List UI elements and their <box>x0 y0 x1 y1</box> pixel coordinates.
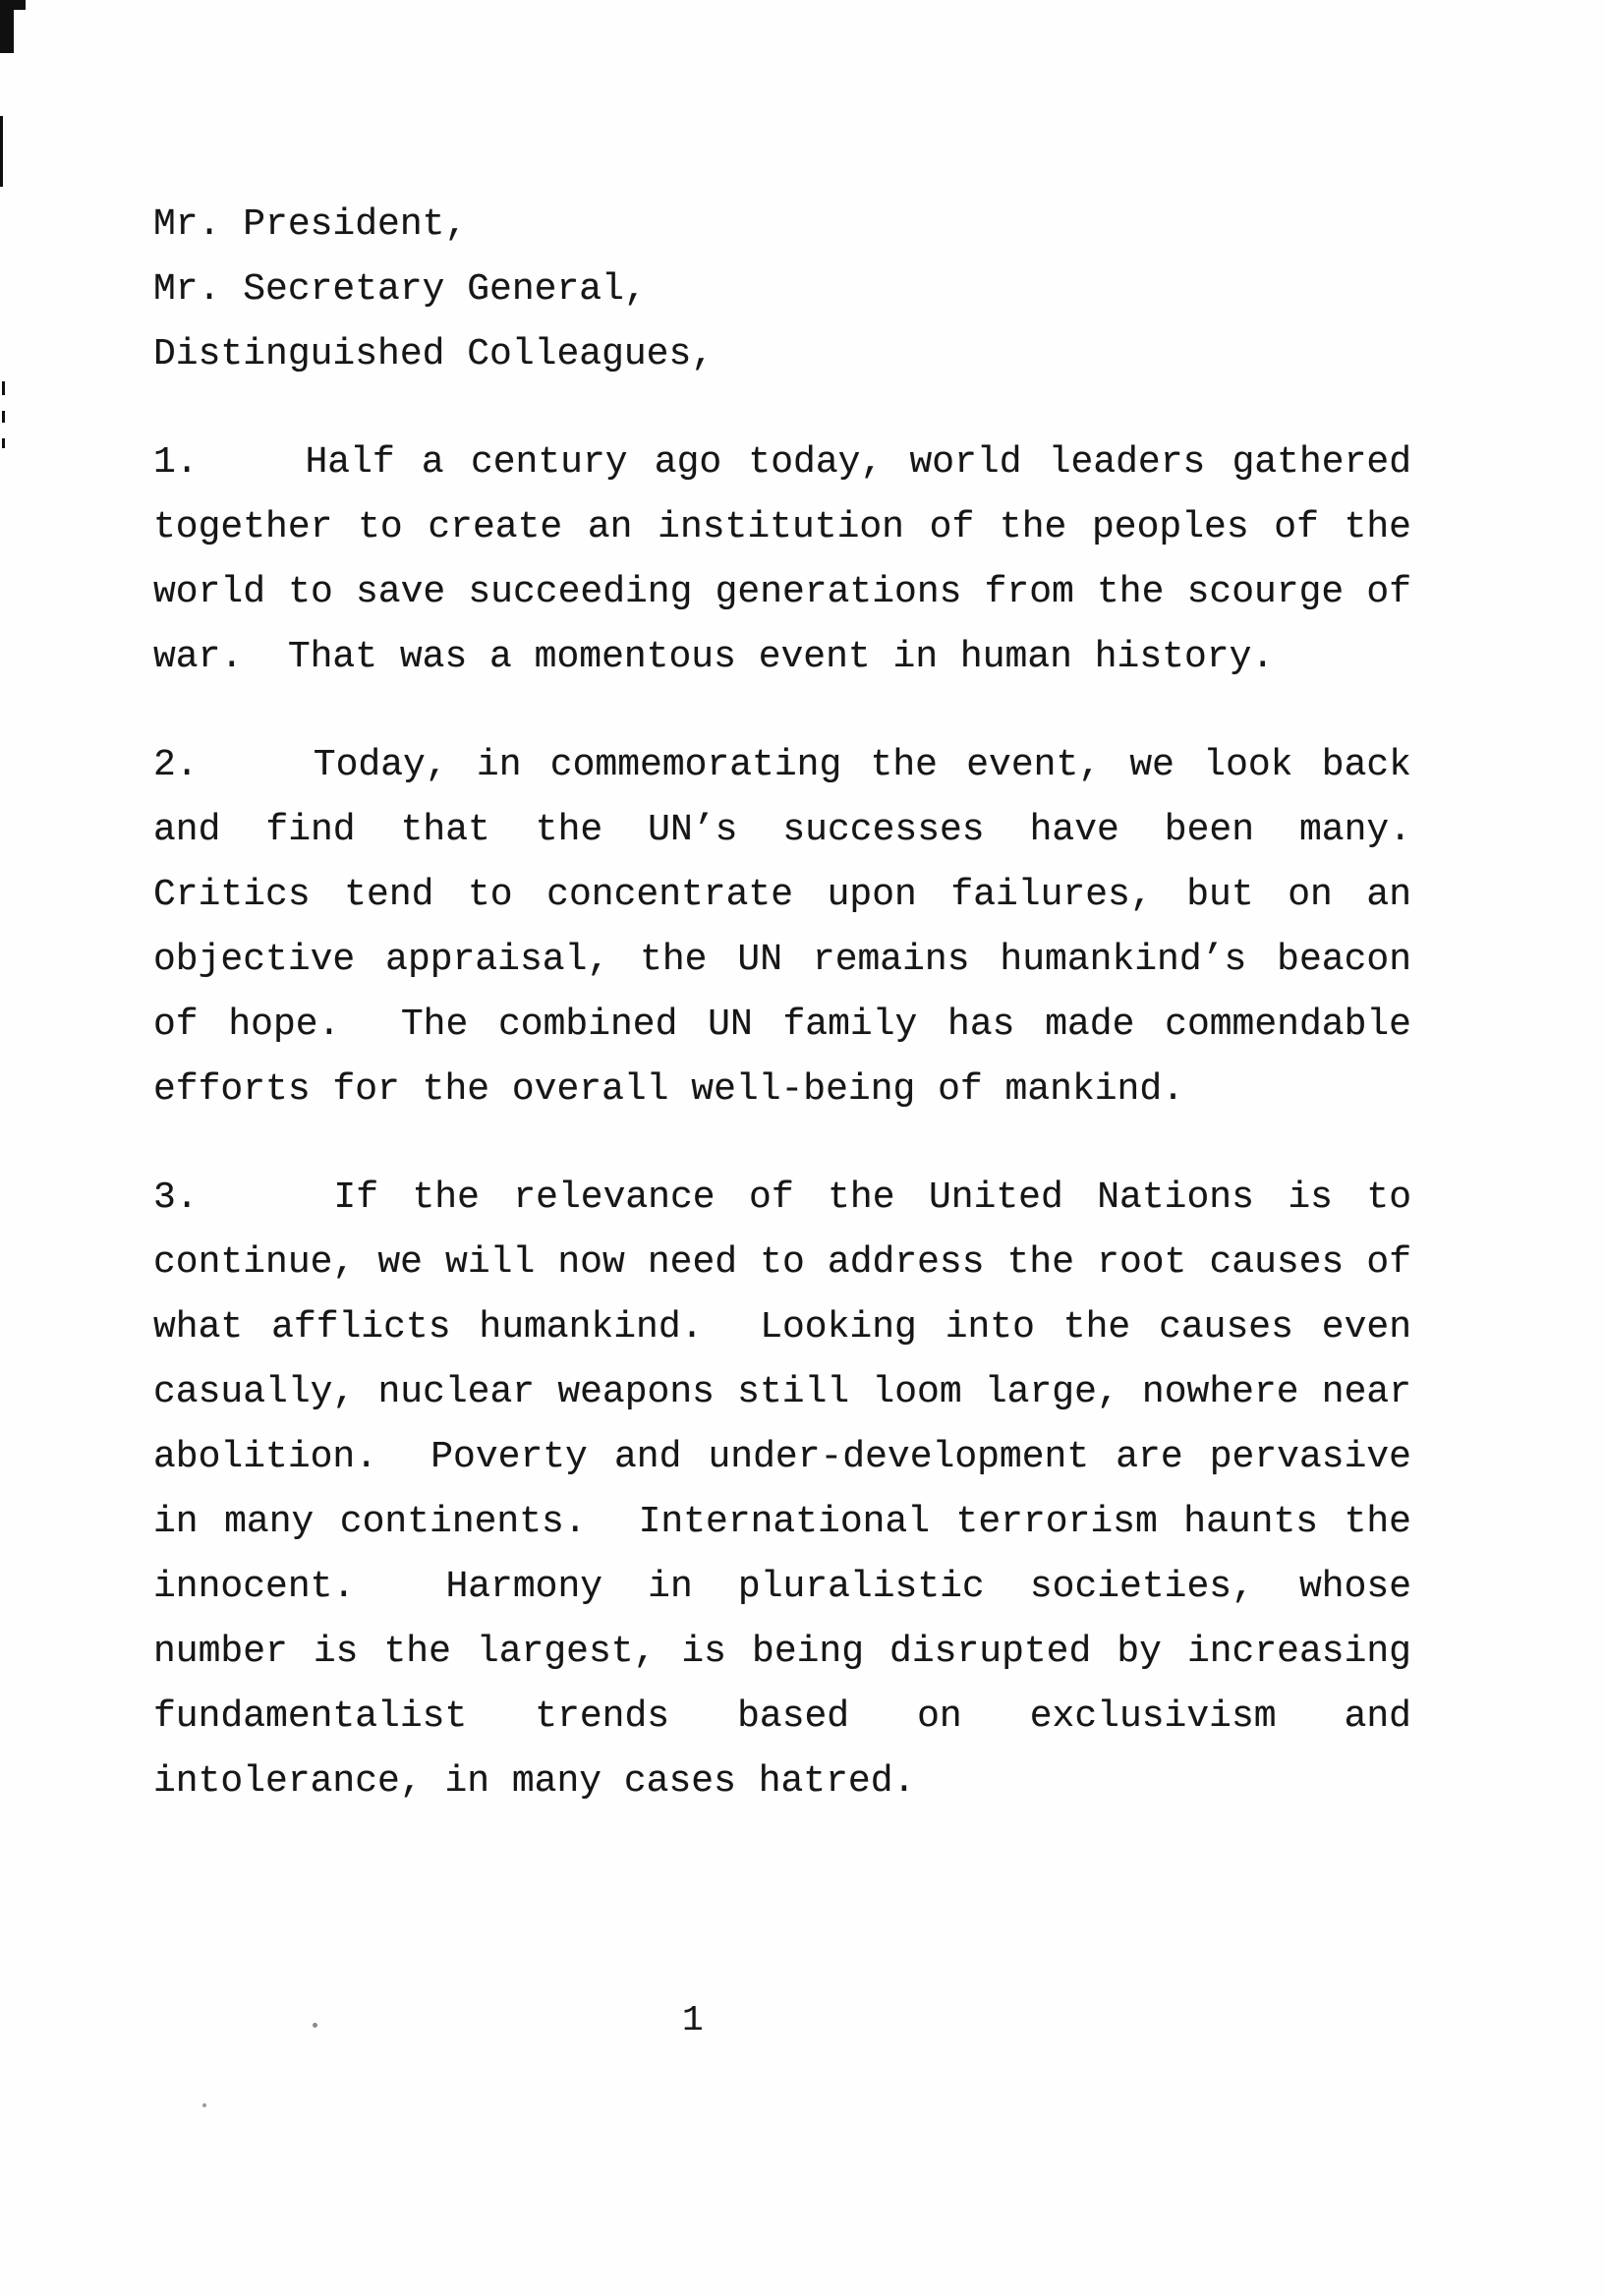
salutation-line-secretary-general: Mr. Secretary General, <box>153 268 647 311</box>
paragraph-3: 3. If the relevance of the United Nations is to continue, we will now need to address the root causes of what afflicts humankind. Looking into the causes even casually, nuclear weapons still loom large, nowhere near abolition. Poverty and under-development are pervasive in many continents. International terrorism haunts the innocent. Harmony in pluralistic societies, whose number is the largest, is being disrupted by increasing fundamentalist trends based on exclusivism and intolerance, in many cases hatred. <box>153 1177 1434 1803</box>
paragraph-1: 1. Half a century ago today, world leaders gathered together to create an institution of the peoples of the world to save succeeding generations from the scourge of war. That was a momentous event in human history. <box>153 441 1434 678</box>
scan-artifact <box>0 0 26 10</box>
salutation-line-colleagues: Distinguished Colleagues, <box>153 333 715 375</box>
scan-artifact <box>2 438 5 448</box>
scan-artifact <box>202 2103 206 2107</box>
scan-artifact <box>0 116 3 187</box>
scan-artifact <box>2 411 5 423</box>
scan-artifact <box>2 381 5 395</box>
page-number: 1 <box>682 2000 704 2040</box>
paragraph-2: 2. Today, in commemorating the event, we look back and find that the UN’s successes have been many. Critics tend to concentrate upon failures, but on an objective appraisal, the UN remains humankind’s beacon of hope. The combined UN family has made commendable efforts for the overall well-being of mankind. <box>153 744 1457 1111</box>
salutation-line-president: Mr. President, <box>153 203 468 246</box>
salutation-block <box>153 193 1411 387</box>
scan-artifact <box>313 2023 317 2028</box>
